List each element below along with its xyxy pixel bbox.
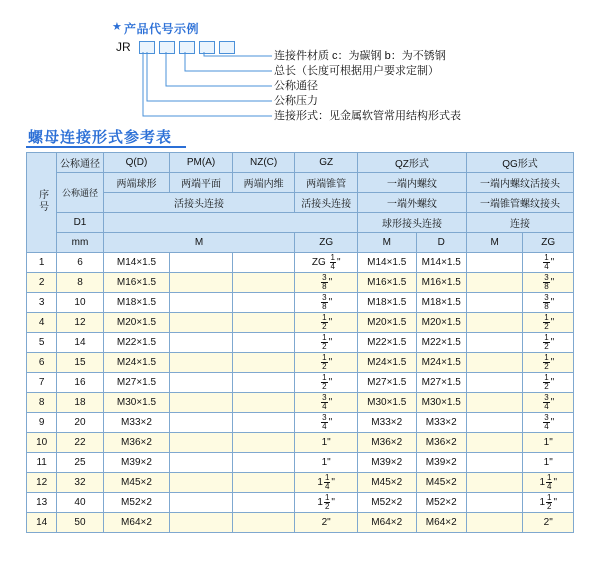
cell-seq: 1 (27, 253, 57, 273)
code-legend (274, 49, 461, 124)
header-type-code-2: NZ(C) (232, 153, 295, 173)
cell-qz-m: M22×1.5 (357, 333, 416, 353)
cell-q: M52×2 (103, 493, 170, 513)
cell-dn: 50 (57, 513, 103, 533)
cell-pm (170, 513, 233, 533)
cell-nz (232, 513, 295, 533)
legend-item-material: 连接件材质 c：为碳钢 b：为不锈钢 (274, 50, 446, 62)
table-row (27, 273, 574, 293)
cell-qz-d: M52×2 (416, 493, 466, 513)
table-row (27, 353, 574, 373)
cell-nz (232, 433, 295, 453)
cell-gz: $\frac{3}{8}$ " (295, 273, 358, 293)
cell-dn: 15 (57, 353, 103, 373)
legend-item-nominal-diameter: 公称通径 (274, 80, 318, 92)
cell-gz: $\frac{3}{8}$ " (295, 293, 358, 313)
header-type-code-3: GZ (295, 153, 358, 173)
cell-nz (232, 373, 295, 393)
cell-pm (170, 493, 233, 513)
cell-gz: $\frac{1}{2}$ " (295, 313, 358, 333)
table-row (27, 513, 574, 533)
cell-pm (170, 373, 233, 393)
cell-seq: 11 (27, 453, 57, 473)
cell-qg-m (466, 373, 523, 393)
cell-q: M36×2 (103, 433, 170, 453)
header-subunit-2: M (357, 233, 416, 253)
header-unit-mm: mm (57, 233, 103, 253)
header-type-desc-0: 两端球形 (103, 173, 170, 193)
cell-q: M30×1.5 (103, 393, 170, 413)
cell-dn: 20 (57, 413, 103, 433)
cell-seq: 13 (27, 493, 57, 513)
cell-qz-m: M24×1.5 (357, 353, 416, 373)
cell-qz-m: M20×1.5 (357, 313, 416, 333)
header-subunit-1: ZG (295, 233, 358, 253)
table-row (27, 293, 574, 313)
cell-dn: 16 (57, 373, 103, 393)
cell-qg-zg: $\frac{3}{8}$ " (523, 293, 574, 313)
cell-qg-zg: $\frac{3}{8}$ " (523, 273, 574, 293)
cell-q: M22×1.5 (103, 333, 170, 353)
cell-pm (170, 453, 233, 473)
cell-qg-m (466, 333, 523, 353)
cell-pm (170, 253, 233, 273)
cell-q: M16×1.5 (103, 273, 170, 293)
cell-qg-zg: 1" (523, 433, 574, 453)
cell-qg-zg: $\frac{1}{2}$ " (523, 333, 574, 353)
cell-qg-zg: $\frac{3}{4}$ " (523, 413, 574, 433)
cell-seq: 14 (27, 513, 57, 533)
header-spacer (103, 213, 357, 233)
cell-qz-d: M33×2 (416, 413, 466, 433)
cell-qz-d: M18×1.5 (416, 293, 466, 313)
cell-qz-m: M18×1.5 (357, 293, 416, 313)
cell-gz: 1 $\frac{1}{2}$ " (295, 493, 358, 513)
cell-gz: $\frac{1}{2}$ " (295, 333, 358, 353)
cell-seq: 3 (27, 293, 57, 313)
table-row (27, 453, 574, 473)
cell-qz-d: M36×2 (416, 433, 466, 453)
cell-nz (232, 353, 295, 373)
cell-dn: 10 (57, 293, 103, 313)
cell-q: M20×1.5 (103, 313, 170, 333)
header-join2-4: 球形接头连接 (357, 213, 466, 233)
cell-seq: 12 (27, 473, 57, 493)
cell-seq: 7 (27, 373, 57, 393)
cell-qz-m: M45×2 (357, 473, 416, 493)
cell-qg-m (466, 453, 523, 473)
cell-q: M39×2 (103, 453, 170, 473)
cell-gz: 1" (295, 453, 358, 473)
table-body (27, 253, 574, 533)
table-row (27, 313, 574, 333)
cell-seq: 2 (27, 273, 57, 293)
cell-gz: ZG $\frac{1}{4}$ " (295, 253, 358, 273)
cell-pm (170, 313, 233, 333)
cell-qg-m (466, 493, 523, 513)
section-title: 螺母连接形式参考表 (28, 129, 173, 146)
cell-dn: 14 (57, 333, 103, 353)
cell-qz-m: M27×1.5 (357, 373, 416, 393)
cell-nz (232, 253, 295, 273)
cell-qz-m: M33×2 (357, 413, 416, 433)
cell-qz-m: M14×1.5 (357, 253, 416, 273)
table-row (27, 253, 574, 273)
cell-dn: 40 (57, 493, 103, 513)
header-type-desc-4: 一端内螺纹 (357, 173, 466, 193)
cell-nz (232, 333, 295, 353)
cell-qz-m: M39×2 (357, 453, 416, 473)
cell-qz-m: M64×2 (357, 513, 416, 533)
cell-gz: $\frac{1}{2}$ " (295, 373, 358, 393)
cell-dn: 12 (57, 313, 103, 333)
cell-seq: 8 (27, 393, 57, 413)
cell-dn: 6 (57, 253, 103, 273)
cell-qg-zg: $\frac{1}{2}$ " (523, 373, 574, 393)
cell-seq: 5 (27, 333, 57, 353)
cell-gz: 2" (295, 513, 358, 533)
cell-gz: $\frac{3}{4}$ " (295, 393, 358, 413)
cell-qg-m (466, 293, 523, 313)
header-seq: 序号 (27, 153, 57, 253)
cell-seq: 9 (27, 413, 57, 433)
header-join2-5: 连接 (466, 213, 573, 233)
cell-qg-zg: 1" (523, 453, 574, 473)
star-icon: ★ (112, 21, 122, 33)
cell-seq: 6 (27, 353, 57, 373)
cell-qz-m: M52×2 (357, 493, 416, 513)
header-dn-sub: 公称通径 (57, 173, 103, 213)
cell-dn: 25 (57, 453, 103, 473)
nut-connection-table (26, 152, 574, 533)
cell-nz (232, 453, 295, 473)
cell-nz (232, 413, 295, 433)
header-subunit-4: M (466, 233, 523, 253)
cell-qg-m (466, 513, 523, 533)
cell-pm (170, 393, 233, 413)
cell-pm (170, 353, 233, 373)
cell-q: M18×1.5 (103, 293, 170, 313)
cell-qz-d: M20×1.5 (416, 313, 466, 333)
header-subunit-0: M (103, 233, 295, 253)
cell-nz (232, 493, 295, 513)
cell-qg-zg: 1 $\frac{1}{2}$ " (523, 493, 574, 513)
cell-nz (232, 473, 295, 493)
cell-pm (170, 433, 233, 453)
table-row (27, 393, 574, 413)
cell-qg-m (466, 313, 523, 333)
cell-pm (170, 293, 233, 313)
legend-item-nominal-pressure: 公称压力 (274, 95, 318, 107)
cell-pm (170, 333, 233, 353)
header-type-code-4: QZ形式 (357, 153, 466, 173)
cell-qg-zg: $\frac{3}{4}$ " (523, 393, 574, 413)
cell-q: M24×1.5 (103, 353, 170, 373)
cell-q: M27×1.5 (103, 373, 170, 393)
cell-seq: 4 (27, 313, 57, 333)
cell-qg-m (466, 473, 523, 493)
cell-qg-zg: $\frac{1}{2}$ " (523, 353, 574, 373)
cell-qg-m (466, 413, 523, 433)
table-header-row (27, 193, 574, 213)
cell-qz-d: M24×1.5 (416, 353, 466, 373)
cell-qz-m: M36×2 (357, 433, 416, 453)
product-code-example (0, 0, 600, 122)
cell-qg-m (466, 433, 523, 453)
cell-gz: 1 $\frac{1}{4}$ " (295, 473, 358, 493)
cell-seq: 10 (27, 433, 57, 453)
header-subunit-5: ZG (523, 233, 574, 253)
cell-pm (170, 413, 233, 433)
cell-qz-m: M30×1.5 (357, 393, 416, 413)
header-type-code-1: PM(A) (170, 153, 233, 173)
cell-nz (232, 393, 295, 413)
header-type-code-0: Q(D) (103, 153, 170, 173)
header-join-5: 一端锥管螺纹接头 (466, 193, 573, 213)
cell-qz-d: M22×1.5 (416, 333, 466, 353)
header-join-4: 一端外螺纹 (357, 193, 466, 213)
cell-dn: 18 (57, 393, 103, 413)
cell-qz-d: M16×1.5 (416, 273, 466, 293)
cell-qg-zg: 1 $\frac{1}{4}$ " (523, 473, 574, 493)
header-type-desc-5: 一端内螺纹活接头 (466, 173, 573, 193)
cell-q: M33×2 (103, 413, 170, 433)
legend-item-connection-type: 连接形式：见金属软管常用结构形式表 (274, 110, 461, 122)
header-type-desc-2: 两端内维 (232, 173, 295, 193)
header-d1: D1 (57, 213, 103, 233)
table-header-row (27, 173, 574, 193)
cell-qg-m (466, 253, 523, 273)
table-row (27, 493, 574, 513)
cell-dn: 8 (57, 273, 103, 293)
header-type-desc-3: 两端锥管 (295, 173, 358, 193)
table-header-row (27, 153, 574, 173)
cell-nz (232, 293, 295, 313)
table-row (27, 373, 574, 393)
cell-dn: 22 (57, 433, 103, 453)
cell-qg-m (466, 353, 523, 373)
section-underline (26, 146, 186, 148)
code-example-title: 产品代号示例 (124, 22, 200, 36)
cell-qg-zg: $\frac{1}{2}$ " (523, 313, 574, 333)
header-type-desc-1: 两端平面 (170, 173, 233, 193)
cell-qz-d: M14×1.5 (416, 253, 466, 273)
cell-qz-d: M64×2 (416, 513, 466, 533)
header-type-code-5: QG形式 (466, 153, 573, 173)
cell-pm (170, 473, 233, 493)
header-join-3: 活接头连接 (295, 193, 358, 213)
table-row (27, 333, 574, 353)
cell-q: M14×1.5 (103, 253, 170, 273)
table-row (27, 433, 574, 453)
cell-qg-zg: $\frac{1}{4}$ " (523, 253, 574, 273)
cell-gz: 1" (295, 433, 358, 453)
cell-q: M45×2 (103, 473, 170, 493)
cell-nz (232, 313, 295, 333)
cell-pm (170, 273, 233, 293)
cell-gz: $\frac{3}{4}$ " (295, 413, 358, 433)
header-join-0: 活接头连接 (103, 193, 295, 213)
cell-qz-d: M45×2 (416, 473, 466, 493)
cell-dn: 32 (57, 473, 103, 493)
cell-qz-d: M27×1.5 (416, 373, 466, 393)
cell-qz-m: M16×1.5 (357, 273, 416, 293)
header-subunit-3: D (416, 233, 466, 253)
legend-item-length: 总长（长度可根据用户要求定制） (274, 65, 439, 77)
cell-qg-zg: 2" (523, 513, 574, 533)
table-row (27, 473, 574, 493)
table-header-row (27, 233, 574, 253)
cell-q: M64×2 (103, 513, 170, 533)
cell-qg-m (466, 273, 523, 293)
code-prefix-label: JR (116, 40, 131, 54)
header-dn: 公称通径 (57, 153, 103, 173)
cell-qz-d: M30×1.5 (416, 393, 466, 413)
cell-nz (232, 273, 295, 293)
table-row (27, 413, 574, 433)
cell-qz-d: M39×2 (416, 453, 466, 473)
table-header-row (27, 213, 574, 233)
cell-gz: $\frac{1}{2}$ " (295, 353, 358, 373)
cell-qg-m (466, 393, 523, 413)
